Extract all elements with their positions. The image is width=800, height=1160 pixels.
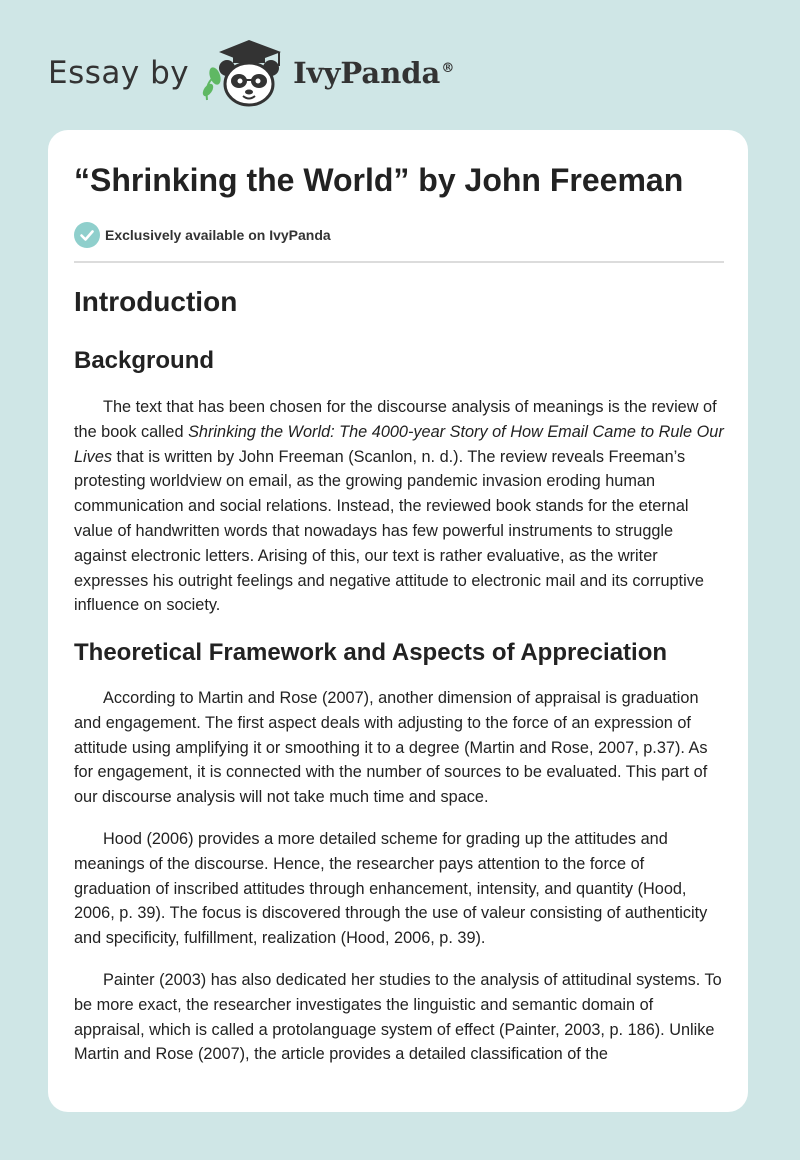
book-title: Shrinking the World: The 4000-year Story of How Email Came to Rule Our Lives (74, 422, 724, 466)
title-divider (74, 261, 724, 263)
subsection-heading-background: Background (74, 347, 215, 374)
ivypanda-logo-text[interactable]: IvyPanda® (293, 56, 455, 90)
section-heading-introduction: Introduction (74, 286, 238, 317)
paragraph-hood: Hood (2006) provides a more detailed scheme for grading up the attitudes and meanings of the discourse. Hence, the researcher pays attention to the force of graduation of inscribed attitudes through enhancement, intensity, and quantity (Hood, 2006, p. 39). The focus is discovered through the use of valeur consisting of authenticity and specificity, fulfillment, realization (Hood, 2006, p. 39). (74, 830, 708, 948)
essay-title: “Shrinking the World” by John Freeman (74, 162, 684, 198)
paragraph-painter: Painter (2003) has also dedicated her studies to the analysis of attitudinal systems. To be more exact, the researcher investigates the linguistic and semantic domain of appraisal, which is called a protolanguage system of effect (Painter, 2003, p. 186). Unlike Martin and Rose (2007), the article provides a detailed classification of the (74, 971, 722, 1064)
exclusive-badge (74, 222, 331, 248)
paragraph-martin-rose: According to Martin and Rose (2007), another dimension of appraisal is graduation and engagement. The first aspect deals with adjusting to the force of an expression of attitude using amplifying it or smoothing it to a degree (Martin and Rose, 2007, p.37). As for engagement, it is connected with the number of sources to be evaluated. This part of our discourse analysis will not take much time and space. (74, 689, 708, 807)
brand-header (48, 38, 454, 108)
essay-card (48, 130, 748, 1112)
exclusive-badge-text: Exclusively available on IvyPanda (105, 227, 331, 243)
check-circle-icon (74, 222, 100, 248)
essay-by-label: Essay by (48, 55, 190, 91)
paragraph-background: The text that has been chosen for the discourse analysis of meanings is the review of the book called Shrinking the World: The 4000-year Story of How Email Came to Rule Our Lives that is written by John Freeman (Scanlon, n. d.). The review reveals Freeman’s protesting worldview on email, as the growing pandemic invasion eroding human communication and social relations. Instead, the reviewed book stands for the eternal value of handwritten words that nowadays has few powerful instruments to struggle against electronic letters. Arising of this, our text is rather evaluative, as the writer expresses his outright feelings and negative attitude to electronic mail and its corruptive influence on society. (74, 398, 724, 615)
subsection-heading-theoretical-framework: Theoretical Framework and Aspects of Appreciation (74, 639, 668, 666)
panda-graduate-icon (199, 38, 291, 108)
